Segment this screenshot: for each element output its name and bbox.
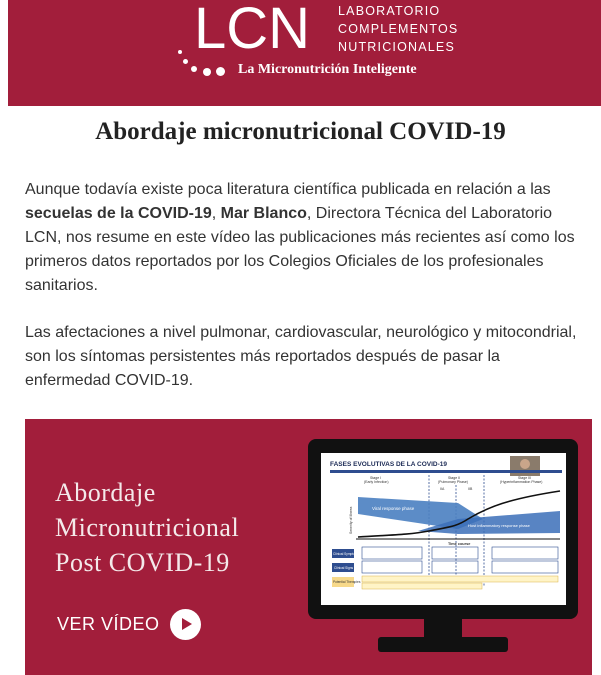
play-icon[interactable] (170, 609, 201, 640)
stage-iib: IIB (468, 487, 473, 491)
stage3-sub: (Hyperinflammation Phase) (500, 480, 543, 484)
banner-title-line-3: Post COVID-19 (55, 548, 230, 577)
tagline: La Micronutrición Inteligente (238, 62, 417, 77)
header-banner (8, 0, 601, 106)
article-title: Abordaje micronutricional COVID-19 (95, 118, 506, 145)
monitor-base (378, 637, 508, 652)
row3-band-2 (362, 583, 482, 589)
row2-label: Clinical Signs (334, 566, 354, 570)
row1-label: Clinical Symptoms (333, 552, 360, 556)
stage2-sub: (Pulmonary Phase) (438, 480, 468, 484)
ver-video-link[interactable]: VER VÍDEO (57, 614, 160, 634)
stage1-sub: (Early Infection) (364, 480, 389, 484)
banner-title-line-1: Abordaje (55, 478, 156, 507)
article-paragraph-1: Aunque todavía existe poca literatura científica publicada en relación a las secuelas de la COVID-19, Mar Blanco, Directora Técnica del Laboratorio LCN, nos resume en este vídeo las publicaciones más recientes así como los primeros datos reportados por los Colegios Oficiales de los profesionales sanitarios. (25, 181, 575, 294)
row3-band-1 (362, 576, 558, 582)
lcn-logo[interactable]: LCN (194, 0, 311, 61)
monitor-illustration (308, 439, 578, 652)
bold-mar-blanco: Mar Blanco (220, 205, 307, 222)
chart-ylabel: Severity of Illness (349, 506, 353, 534)
chart-title-rule (330, 470, 562, 473)
stage-iia: IIA (440, 487, 445, 491)
viral-phase-label: Viral response phase (372, 506, 415, 511)
banner-title-line-2: Micronutricional (55, 513, 240, 542)
host-phase-label: Host inflammatory response phase (468, 523, 530, 528)
row3-label: Potential Therapies (333, 580, 361, 584)
logo-subtitle-line-1: LABORATORIO (338, 4, 441, 18)
chart-title: FASES EVOLUTIVAS DE LA COVID-19 (330, 461, 448, 468)
stage2-label: Stage II (448, 476, 461, 480)
logo-subtitle-line-3: NUTRICIONALES (338, 40, 456, 54)
stage1-label: Stage I (370, 476, 382, 480)
video-banner[interactable] (25, 419, 592, 675)
logo-subtitle-line-2: COMPLEMENTOS (338, 22, 459, 36)
chart-xlabel: Time course (448, 542, 471, 546)
bold-secuelas: secuelas de la COVID-19 (25, 205, 212, 222)
monitor-neck (424, 619, 462, 639)
stage3-label: Stage III (518, 476, 532, 480)
presenter-face (520, 459, 530, 469)
article-paragraph-2: Las afectaciones a nivel pulmonar, cardiovascular, neurológico y mitocondrial, son los síntomas persistentes más reportados después de pasar la enfermedad COVID-19. (25, 324, 577, 389)
